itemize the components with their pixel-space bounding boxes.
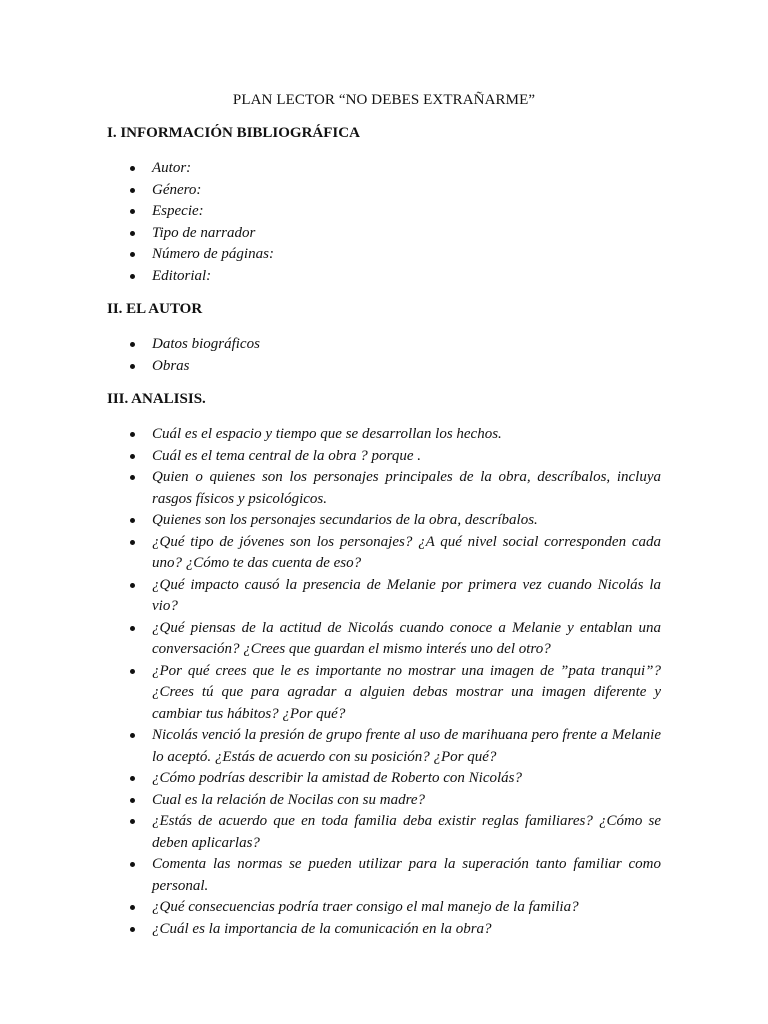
analysis-questions-list (128, 424, 661, 940)
list-item: Obras (128, 356, 528, 378)
list-item: Autor: (128, 158, 528, 180)
list-item: Cual es la relación de Nocilas con su madre? (128, 790, 661, 812)
section-heading-bibliographic-info: I. INFORMACIÓN BIBLIOGRÁFICA (107, 125, 360, 141)
list-item: Quien o quienes son los personajes principales de la obra, descríbalos, incluya rasgos físicos y psicológicos. (128, 467, 661, 510)
list-item: Quienes son los personajes secundarios de la obra, descríbalos. (128, 510, 661, 532)
list-item: Editorial: (128, 266, 528, 288)
bibliographic-info-list (128, 158, 528, 287)
section-heading-analysis: III. ANALISIS. (107, 391, 206, 407)
author-list (128, 334, 528, 377)
list-item: Número de páginas: (128, 244, 528, 266)
list-item: ¿Qué impacto causó la presencia de Melanie por primera vez cuando Nicolás la vio? (128, 575, 661, 618)
list-item: ¿Cuál es la importancia de la comunicación en la obra? (128, 919, 661, 941)
list-item: ¿Cómo podrías describir la amistad de Roberto con Nicolás? (128, 768, 661, 790)
list-item: ¿Qué consecuencias podría traer consigo el mal manejo de la familia? (128, 897, 661, 919)
list-item: ¿Por qué crees que le es importante no mostrar una imagen de ”pata tranqui”? ¿Crees tú que para agradar a alguien debas mostrar una imagen diferente y cambiar tus hábitos? ¿Por qué? (128, 661, 661, 726)
list-item: Cuál es el espacio y tiempo que se desarrollan los hechos. (128, 424, 661, 446)
document-title: PLAN LECTOR “NO DEBES EXTRAÑARME” (232, 92, 536, 108)
list-item: Género: (128, 180, 528, 202)
list-item: Datos biográficos (128, 334, 528, 356)
list-item: ¿Qué tipo de jóvenes son los personajes? ¿A qué nivel social corresponden cada uno? ¿Cómo te das cuenta de eso? (128, 532, 661, 575)
list-item: ¿Qué piensas de la actitud de Nicolás cuando conoce a Melanie y entablan una conversación? ¿Crees que guardan el mismo interés uno del otro? (128, 618, 661, 661)
section-heading-author: II. EL AUTOR (107, 301, 203, 317)
list-item: ¿Estás de acuerdo que en toda familia deba existir reglas familiares? ¿Cómo se deben aplicarlas? (128, 811, 661, 854)
list-item: Cuál es el tema central de la obra ? porque . (128, 446, 661, 468)
list-item: Especie: (128, 201, 528, 223)
list-item: Comenta las normas se pueden utilizar para la superación tanto familiar como personal. (128, 854, 661, 897)
list-item: Nicolás venció la presión de grupo frente al uso de marihuana pero frente a Melanie lo aceptó. ¿Estás de acuerdo con su posición? ¿Por qué? (128, 725, 661, 768)
list-item: Tipo de narrador (128, 223, 528, 245)
